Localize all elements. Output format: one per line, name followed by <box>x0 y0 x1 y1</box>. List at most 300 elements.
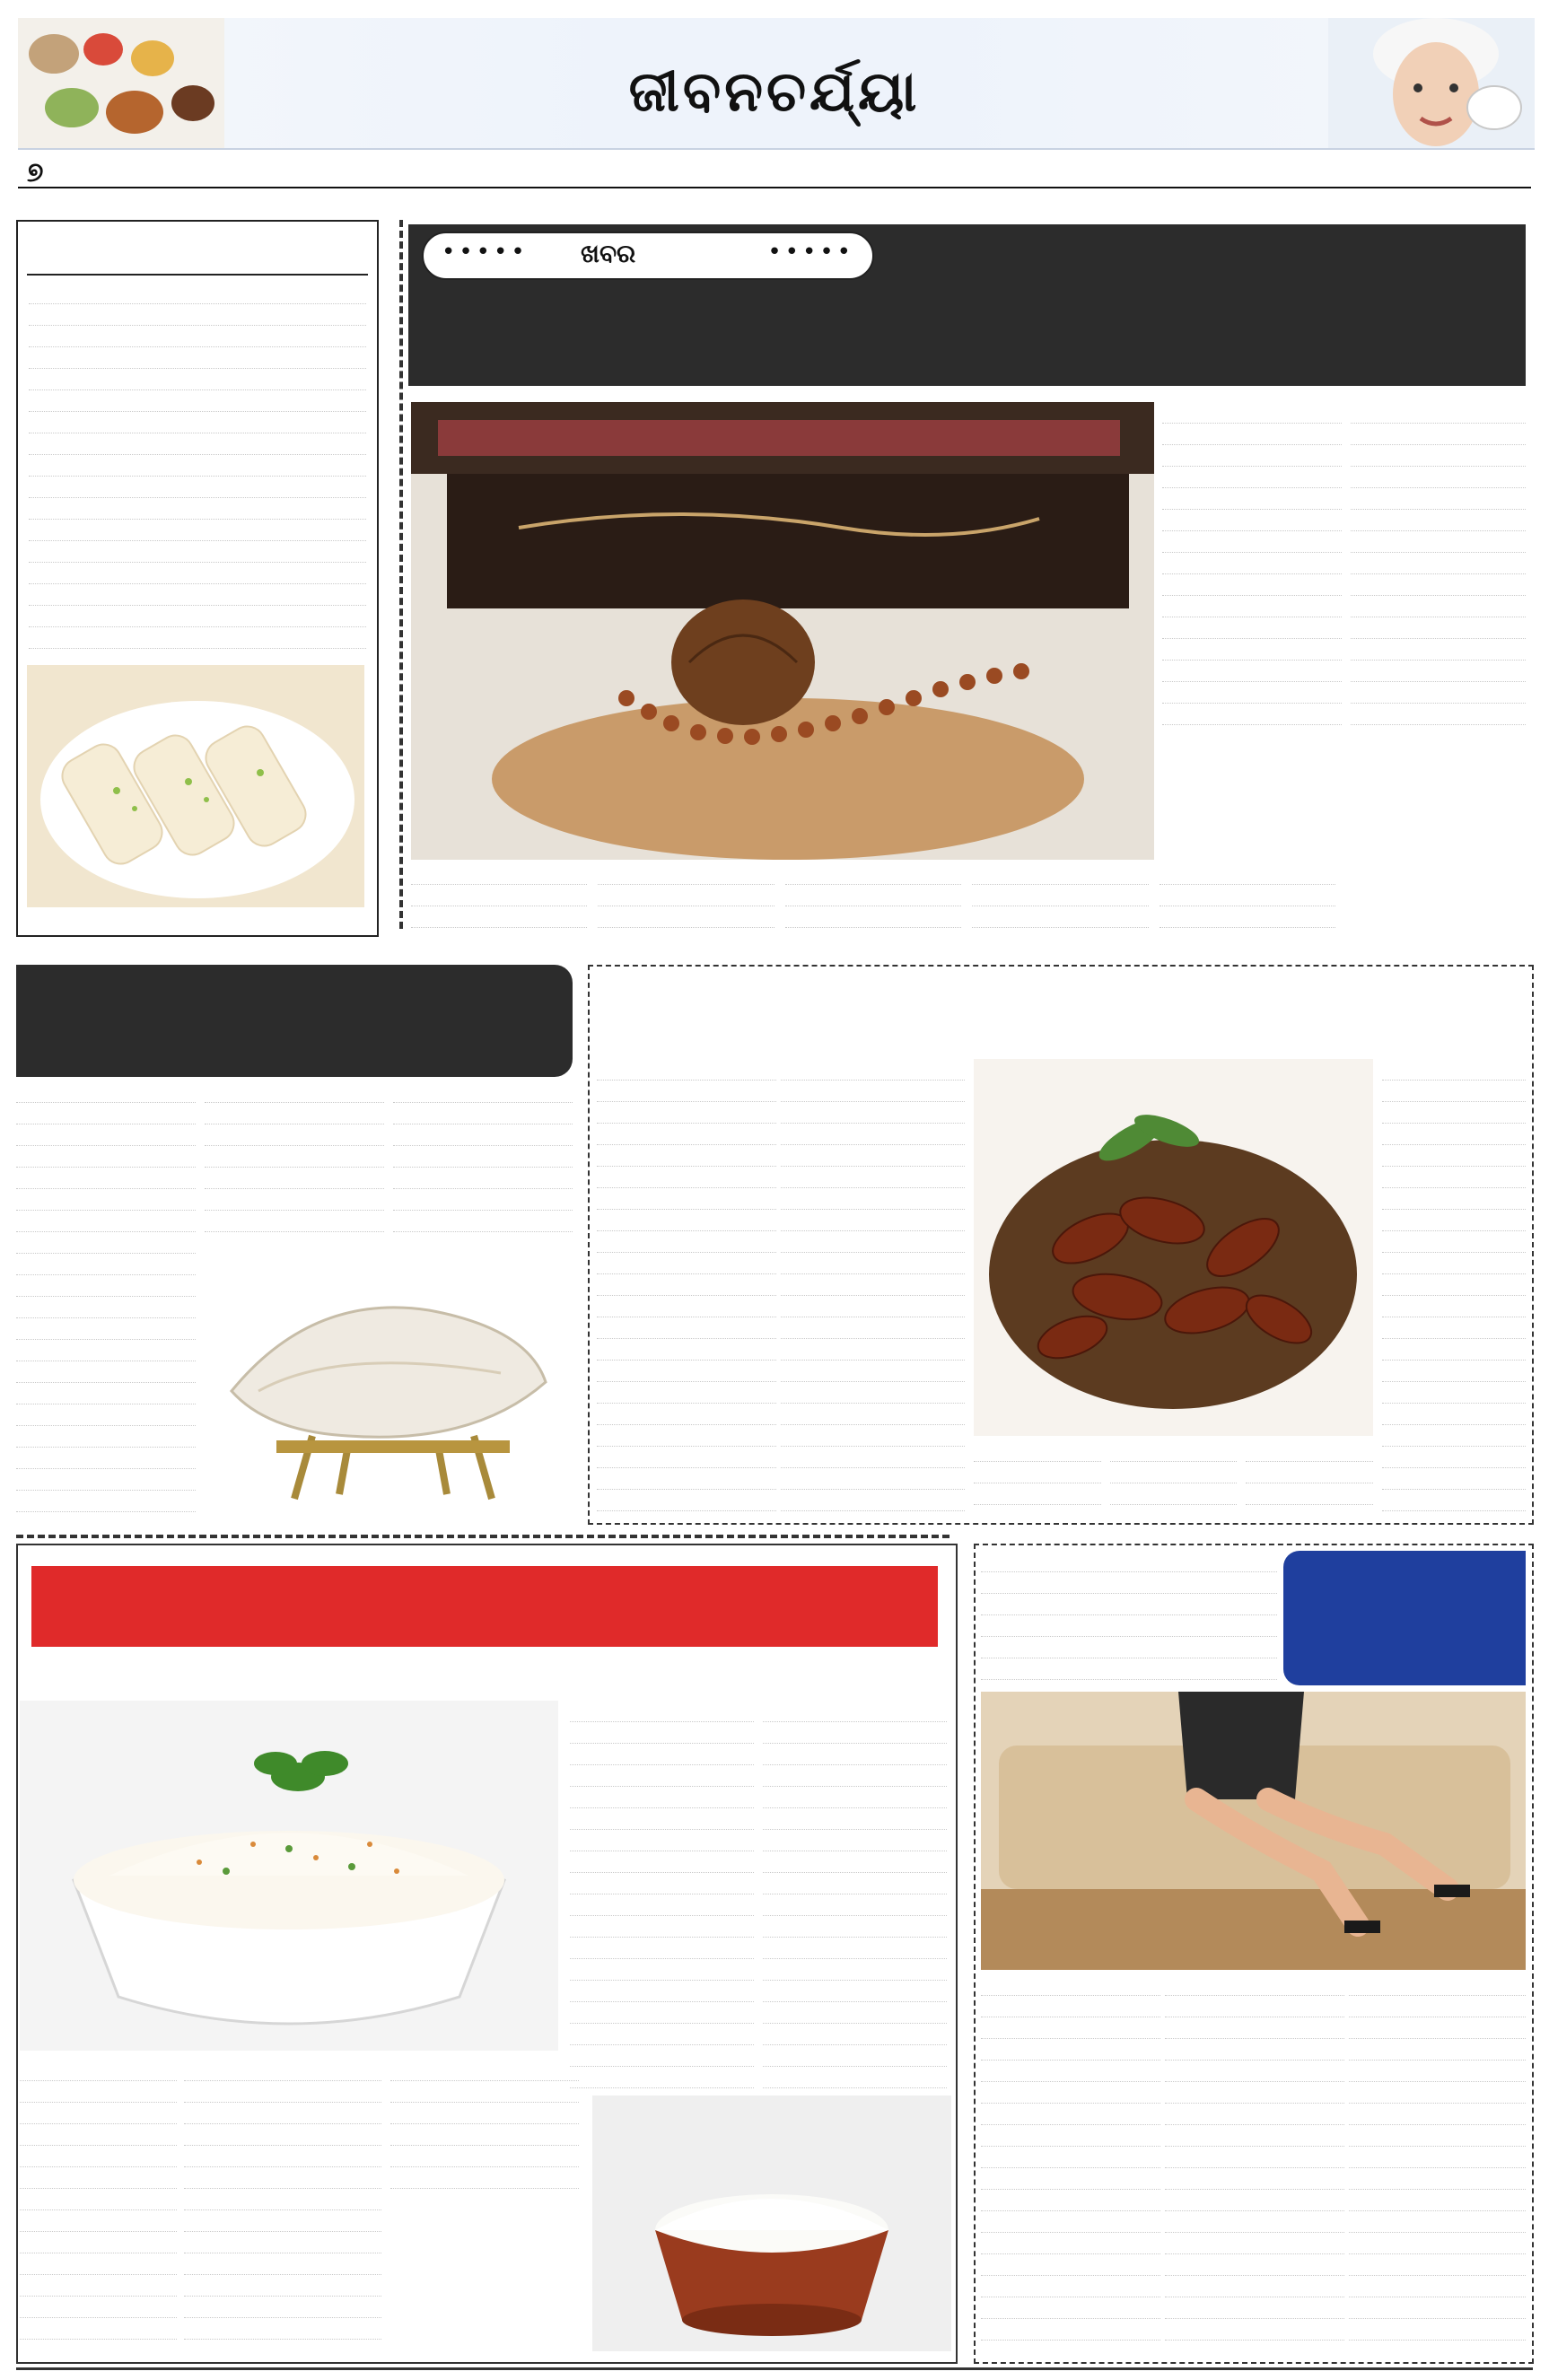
khajuri-line <box>1382 1253 1526 1274</box>
rice-col-b <box>763 1701 947 2096</box>
rice-line <box>20 2081 177 2103</box>
sitting-line <box>981 2254 1160 2276</box>
khajuri-line <box>597 1425 776 1447</box>
rudraksha-bottom-line <box>785 906 961 928</box>
shankha-line <box>393 1189 573 1211</box>
khajuri-line <box>781 1361 965 1382</box>
rudraksha-line <box>1351 510 1526 531</box>
shankha-line <box>16 1124 196 1146</box>
rice-line <box>570 1722 754 1744</box>
rice-line <box>763 1701 947 1722</box>
shankha-line <box>205 1081 384 1103</box>
bread-malai-roll-image <box>27 665 364 907</box>
khajuri-line <box>597 1124 776 1145</box>
rudraksha-bottom-line <box>598 863 774 885</box>
sitting-line <box>981 2211 1160 2233</box>
shankha-line <box>205 1211 384 1232</box>
shankha-line <box>393 1124 573 1146</box>
khajuri-line <box>597 1231 776 1253</box>
rudraksha-bottom-line <box>598 885 774 906</box>
khajuri-line <box>1382 1124 1526 1145</box>
rudraksha-line <box>1351 424 1526 445</box>
sitting-line <box>1165 1974 1344 1996</box>
rice-line <box>763 1981 947 2002</box>
rice-line <box>20 2167 177 2189</box>
rudraksha-line <box>1162 467 1342 488</box>
khajuri-under-line <box>1110 1440 1238 1462</box>
rice-line <box>570 2045 754 2067</box>
sitting-line <box>1349 2125 1526 2147</box>
sitting-line <box>1165 2319 1344 2341</box>
rice-line <box>570 1894 754 1916</box>
section-divider <box>16 1535 950 1538</box>
khajuri-line <box>1382 1339 1526 1361</box>
shankha-col-3 <box>393 1081 573 1234</box>
recipe-line <box>29 455 366 477</box>
recipe-line <box>29 584 366 606</box>
rice-line <box>570 1830 754 1851</box>
khajuri-line <box>1382 1210 1526 1231</box>
section-title: ଜୀବନଚର୍ଯ୍ୟା <box>628 58 921 124</box>
rudraksha-line <box>1351 661 1526 682</box>
sitting-col-1 <box>981 1974 1160 2356</box>
shankha-col-1 <box>16 1081 196 1512</box>
khajuri-line <box>781 1145 965 1167</box>
rice-line <box>570 1981 754 2002</box>
khajuri-line <box>597 1059 776 1081</box>
rudraksha-line <box>1162 510 1342 531</box>
khajuri-line <box>1382 1081 1526 1102</box>
rice-line <box>184 2103 381 2124</box>
rice-line <box>570 2088 754 2096</box>
rudraksha-bottom-line <box>598 906 774 928</box>
khajuri-line <box>1382 1059 1526 1081</box>
rice-line <box>763 1959 947 1981</box>
shankha-headline-line2 <box>27 1023 565 1072</box>
rice-line <box>20 2146 177 2167</box>
recipe-line <box>29 283 366 304</box>
rice-line <box>20 2189 177 2210</box>
rudraksha-line <box>1351 617 1526 639</box>
khajuri-under-col <box>974 1440 1101 1512</box>
rice-line <box>390 2124 579 2146</box>
footer-rule <box>16 2367 1533 2370</box>
shankha-line <box>205 1146 384 1168</box>
rice-line <box>184 2253 381 2275</box>
sitting-line <box>981 1572 1277 1594</box>
khajuri-line <box>781 1253 965 1274</box>
rudraksha-line <box>1351 531 1526 553</box>
rice-line <box>763 2024 947 2045</box>
khajuri-line <box>1382 1317 1526 1339</box>
khajuri-line <box>781 1081 965 1102</box>
rice-bottom-col-3 <box>390 2060 579 2194</box>
sitting-line <box>1349 2082 1526 2104</box>
tag-dots-left: ••••• <box>442 239 529 266</box>
khajuri-line <box>1382 1167 1526 1188</box>
khajuri-line <box>597 1274 776 1296</box>
sitting-line <box>981 2125 1160 2147</box>
khajuri-line <box>1382 1145 1526 1167</box>
khajuri-line <box>1382 1425 1526 1447</box>
rudraksha-bottom-line <box>1160 863 1335 885</box>
sitting-line <box>981 1974 1160 1996</box>
rice-line <box>570 1916 754 1938</box>
rudraksha-side-col-1 <box>1162 402 1342 860</box>
rudraksha-line <box>1162 445 1342 467</box>
khajuri-line <box>597 1167 776 1188</box>
shankha-line <box>16 1211 196 1232</box>
sitting-line <box>1165 2039 1344 2061</box>
rudraksha-line <box>1162 574 1342 596</box>
shankha-line <box>393 1211 573 1232</box>
recipe-line <box>29 433 366 455</box>
sitting-line <box>981 2017 1160 2039</box>
khajuri-line <box>781 1059 965 1081</box>
rice-line <box>20 2275 177 2297</box>
rudraksha-line <box>1162 596 1342 617</box>
khajuri-line <box>781 1447 965 1468</box>
rice-line <box>763 2045 947 2067</box>
khajuri-line <box>781 1167 965 1188</box>
rice-line <box>570 2067 754 2088</box>
khajuri-line <box>1382 1102 1526 1124</box>
rice-line <box>570 2024 754 2045</box>
rice-line <box>390 2060 579 2081</box>
rice-line <box>20 2297 177 2318</box>
shankha-line <box>16 1146 196 1168</box>
rice-bowl-image <box>20 1701 558 2051</box>
rice-line <box>570 1959 754 1981</box>
rudraksha-line <box>1162 617 1342 639</box>
shankha-headline-line1 <box>27 971 565 1020</box>
rudraksha-bottom-cols <box>411 863 1335 928</box>
rudraksha-headline <box>422 287 1517 377</box>
rudraksha-bottom-line <box>785 885 961 906</box>
recipe-line <box>29 390 366 412</box>
shankha-line <box>16 1275 196 1297</box>
rice-line <box>763 1851 947 1873</box>
sitting-line <box>1349 2254 1526 2276</box>
rudraksha-line <box>1351 596 1526 617</box>
sitting-line <box>981 2276 1160 2297</box>
sitting-line <box>1349 2168 1526 2190</box>
sitting-line <box>1165 2276 1344 2297</box>
khajuri-under-image-cols <box>974 1440 1373 1512</box>
rice-line <box>20 2103 177 2124</box>
sitting-line <box>1165 2341 1344 2356</box>
woman-sitting-image <box>981 1692 1526 1970</box>
recipe-line <box>29 606 366 627</box>
recipe-line <box>29 563 366 584</box>
khajuri-col-1 <box>597 1059 776 1512</box>
sitting-line <box>1349 2039 1526 2061</box>
sitting-line <box>1349 2341 1526 2356</box>
rice-line <box>184 2060 381 2081</box>
khajuri-under-col <box>1246 1440 1373 1512</box>
rudraksha-bottom-line <box>411 885 587 906</box>
rice-line <box>184 2167 381 2189</box>
rice-line <box>20 2340 177 2360</box>
khajuri-under-line <box>1246 1505 1373 1512</box>
rudraksha-bottom-line <box>411 906 587 928</box>
recipe-line <box>29 326 366 347</box>
sitting-line <box>1165 2254 1344 2276</box>
recipe-line <box>29 498 366 520</box>
rice-line <box>763 1808 947 1830</box>
khajuri-headline <box>601 971 1517 1056</box>
rudraksha-bottom-col <box>972 863 1148 928</box>
recipe-line <box>29 627 366 649</box>
sitting-line <box>1349 2017 1526 2039</box>
sitting-line <box>1165 2017 1344 2039</box>
khajuri-line <box>781 1468 965 1490</box>
khajuri-line <box>1382 1296 1526 1317</box>
sitting-line <box>1349 2147 1526 2168</box>
rice-line <box>763 1722 947 1744</box>
sitting-line <box>981 2061 1160 2082</box>
rudraksha-bottom-line <box>972 863 1148 885</box>
sitting-intro <box>981 1551 1277 1685</box>
khajuri-line <box>1382 1361 1526 1382</box>
sitting-line <box>1349 2061 1526 2082</box>
sitting-line <box>981 2297 1160 2319</box>
rice-line <box>390 2167 579 2189</box>
rice-line <box>20 2060 177 2081</box>
rice-line <box>20 2253 177 2275</box>
shankha-line <box>16 1383 196 1404</box>
rudraksha-line <box>1351 574 1526 596</box>
khajuri-line <box>781 1124 965 1145</box>
rudraksha-line <box>1162 531 1342 553</box>
khajuri-right-col <box>1382 1059 1526 1512</box>
khajuri-line <box>597 1296 776 1317</box>
rudraksha-bottom-line <box>1160 906 1335 928</box>
rudraksha-line <box>1351 682 1526 704</box>
rudraksha-line <box>1162 424 1342 445</box>
khajuri-line <box>597 1382 776 1404</box>
sitting-line <box>1165 2297 1344 2319</box>
rice-line <box>570 1744 754 1765</box>
recipe-line <box>29 369 366 390</box>
rice-line <box>570 2002 754 2024</box>
khajuri-line <box>1382 1447 1526 1468</box>
shankha-line <box>16 1340 196 1361</box>
shankha-line <box>16 1361 196 1383</box>
shankha-line <box>16 1448 196 1469</box>
sitting-headline-line1 <box>1292 1563 1521 1617</box>
khajuri-under-line <box>1246 1440 1373 1462</box>
khajuri-under-line <box>974 1462 1101 1483</box>
recipe-line <box>29 347 366 369</box>
khajuri-line <box>781 1511 965 1512</box>
tag-dots-right: ••••• <box>767 239 854 266</box>
rudraksha-bottom-line <box>785 863 961 885</box>
shankha-line <box>16 1189 196 1211</box>
rice-line <box>570 1787 754 1808</box>
khajuri-line <box>781 1404 965 1425</box>
rudraksha-line <box>1351 488 1526 510</box>
sitting-line <box>1165 2147 1344 2168</box>
khajuri-line <box>597 1490 776 1511</box>
khajuri-line <box>597 1511 776 1512</box>
khajuri-under-line <box>1246 1483 1373 1505</box>
rice-line <box>763 2002 947 2024</box>
recipe-line <box>29 412 366 433</box>
khajuri-line <box>781 1274 965 1296</box>
rudraksha-line <box>1162 704 1342 725</box>
sitting-line <box>1349 2104 1526 2125</box>
rice-bottom-col-1 <box>20 2060 177 2360</box>
rudraksha-bottom-col <box>785 863 961 928</box>
khajuri-line <box>781 1102 965 1124</box>
shankha-line <box>16 1168 196 1189</box>
sitting-line <box>981 2341 1160 2356</box>
sitting-line <box>1349 2211 1526 2233</box>
sitting-line <box>981 2190 1160 2211</box>
sitting-line <box>1349 2297 1526 2319</box>
rudraksha-bottom-line <box>972 885 1148 906</box>
sitting-line <box>1349 1974 1526 1996</box>
sitting-line <box>981 1551 1277 1572</box>
sitting-line <box>1165 2211 1344 2233</box>
khajuri-line <box>781 1188 965 1210</box>
shankha-line <box>16 1081 196 1103</box>
shankha-line <box>16 1103 196 1124</box>
rudraksha-line <box>1351 639 1526 661</box>
sitting-line <box>981 2168 1160 2190</box>
sitting-line <box>1349 2233 1526 2254</box>
rice-line <box>570 1765 754 1787</box>
rudraksha-line <box>1351 445 1526 467</box>
khajuri-under-line <box>1110 1462 1238 1483</box>
sitting-line <box>1349 2190 1526 2211</box>
khajuri-line <box>781 1296 965 1317</box>
rice-line <box>20 2210 177 2232</box>
khajuri-under-line <box>1110 1505 1238 1512</box>
rice-line <box>20 2232 177 2253</box>
sitting-line <box>981 2104 1160 2125</box>
khajuri-line <box>1382 1511 1526 1512</box>
khajuri-line <box>597 1404 776 1425</box>
recipe-box <box>16 220 379 937</box>
khajuri-line <box>1382 1231 1526 1253</box>
sitting-line <box>981 2233 1160 2254</box>
sitting-line <box>981 1637 1277 1658</box>
khajuri-line <box>781 1339 965 1361</box>
khajuri-line <box>781 1382 965 1404</box>
shankha-line <box>205 1189 384 1211</box>
shankha-line <box>393 1146 573 1168</box>
sitting-line <box>981 1594 1277 1615</box>
shankha-line <box>393 1081 573 1103</box>
recipe-line <box>29 477 366 498</box>
khajuri-line <box>597 1447 776 1468</box>
rice-line <box>184 2318 381 2340</box>
khajuri-line <box>1382 1468 1526 1490</box>
rice-line <box>184 2081 381 2103</box>
rudraksha-line <box>1162 682 1342 704</box>
khajuri-line <box>597 1468 776 1490</box>
shankha-line <box>205 1103 384 1124</box>
rice-line <box>184 2232 381 2253</box>
shankha-line <box>16 1297 196 1318</box>
shankha-line <box>16 1491 196 1512</box>
sitting-line <box>1349 2319 1526 2341</box>
rice-line <box>763 1744 947 1765</box>
news-tag: ଖବର <box>581 239 636 268</box>
rudraksha-bottom-col <box>598 863 774 928</box>
sitting-line <box>981 1615 1277 1637</box>
shankha-col-2 <box>205 1081 384 1234</box>
sitting-line <box>1165 2233 1344 2254</box>
news-tag-pill <box>422 232 874 280</box>
rice-line <box>763 2088 947 2096</box>
rice-line <box>570 1873 754 1894</box>
khajuri-under-line <box>974 1505 1101 1512</box>
recipe-title <box>27 229 368 276</box>
page-number: ୭ <box>27 157 44 188</box>
rice-line <box>20 2124 177 2146</box>
khajuri-line <box>597 1339 776 1361</box>
sitting-line <box>981 1996 1160 2017</box>
rice-line <box>570 1851 754 1873</box>
rudraksha-line <box>1351 553 1526 574</box>
rudraksha-line <box>1351 704 1526 725</box>
rice-line <box>763 1830 947 1851</box>
rudraksha-line <box>1162 553 1342 574</box>
rice-line <box>184 2146 381 2167</box>
rice-line <box>763 2067 947 2088</box>
khajuri-under-col <box>1110 1440 1238 1512</box>
khajuri-line <box>781 1490 965 1511</box>
rice-line <box>184 2189 381 2210</box>
rice-line <box>570 1701 754 1722</box>
rudraksha-beads-image <box>411 402 1154 860</box>
rudraksha-bottom-col <box>411 863 587 928</box>
rudraksha-line <box>1162 488 1342 510</box>
rudraksha-line <box>1162 402 1342 424</box>
rice-line <box>390 2081 579 2103</box>
rice-line <box>184 2297 381 2318</box>
shankha-line <box>393 1168 573 1189</box>
recipe-text <box>29 283 366 660</box>
sitting-line <box>1349 1996 1526 2017</box>
khajuri-line <box>781 1231 965 1253</box>
rice-line <box>184 2275 381 2297</box>
sitting-line <box>1165 2190 1344 2211</box>
rudraksha-line <box>1351 467 1526 488</box>
shankha-line <box>16 1254 196 1275</box>
khajuri-under-line <box>1246 1462 1373 1483</box>
khajuri-line <box>597 1145 776 1167</box>
rice-line <box>390 2146 579 2167</box>
sitting-line <box>1165 2061 1344 2082</box>
rice-line <box>184 2210 381 2232</box>
rice-col-a <box>570 1701 754 2096</box>
khajuri-line <box>597 1081 776 1102</box>
recipe-line <box>29 541 366 563</box>
rudraksha-bottom-line <box>411 863 587 885</box>
rice-line <box>570 1938 754 1959</box>
rudraksha-bottom-line <box>1160 885 1335 906</box>
rudraksha-line <box>1162 639 1342 661</box>
khajuri-line <box>1382 1382 1526 1404</box>
date-row <box>18 153 1531 188</box>
dates-fruit-image <box>974 1059 1373 1436</box>
recipe-line <box>29 520 366 541</box>
rice-line <box>763 1787 947 1808</box>
